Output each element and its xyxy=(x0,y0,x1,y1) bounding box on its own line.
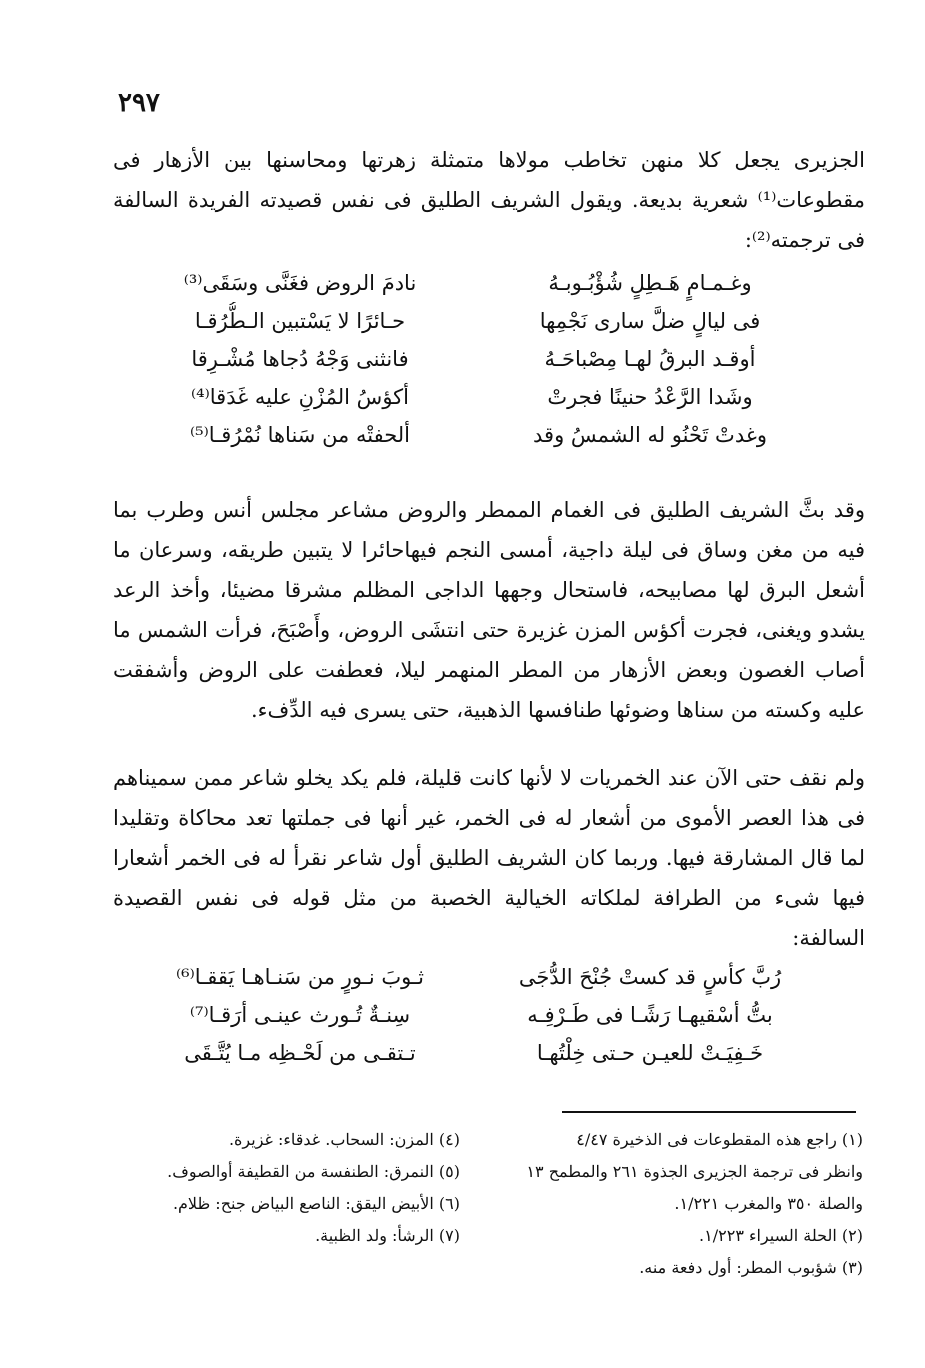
verse-first-hemistich: وشَدا الرَّعْدُ حنينًا فجرتْ xyxy=(547,385,753,409)
verse-second-hemistich: أكؤسُ المُزْنِ عليه غَدَقا⁽⁴⁾ xyxy=(191,385,409,409)
verse-line xyxy=(150,264,800,302)
verse-line xyxy=(150,416,800,454)
verse-second-hemistich: ثـوبَ نـورٍ من سَنـاهـا يَققـا⁽⁶⁾ xyxy=(175,965,425,989)
verse-line xyxy=(150,340,800,378)
footnote-line: (٣) شؤبوب المطر: أول دفعة منه. xyxy=(639,1258,863,1277)
verse-second-hemistich: سِنـةٌ تُـورث عينـى أرَقـا⁽⁷⁾ xyxy=(189,1003,411,1027)
verse-first-hemistich: أوقـد البرقُ لهـا مِصْباحَـهُ xyxy=(544,347,756,371)
verse-first-hemistich: وغدتْ تَحْنُو له الشمسُ وقد xyxy=(533,423,767,447)
intro-paragraph: الجزيرى يجعل كلا منهن تخاطب مولاها متمثلة زهرتها ومحاسنها بين الأزهار فى مقطوعات⁽¹⁾ شعرية بديعة. ويقول الشريف الطليق فى نفس قصيدته الفريدة السالفة فى ترجمته⁽²⁾: xyxy=(113,148,865,252)
verse-line xyxy=(150,958,800,996)
verse-first-hemistich: بتُّ أسْقيهـا رَشًـا فى طَـرْفِـه xyxy=(527,1003,773,1027)
verse-second-hemistich: حـائرًا لا يَسْتبين الـطُّرُقـا xyxy=(194,309,406,333)
verse-first-hemistich: رُبَّ كأسٍ قد كستْ جُنْحَ الدُّجَى xyxy=(518,965,782,989)
verse-line xyxy=(150,378,800,416)
footnote-line: (٧) الرشأ: ولد الظبية. xyxy=(315,1226,460,1245)
verse-first-hemistich: وغـمـامٍ هَـطِلٍ شُؤْبُـوبـهُ xyxy=(548,271,752,295)
verse-second-hemistich: تـتقـى من لَحْـظِه مـا يُتَّـقَى xyxy=(184,1041,416,1065)
poem-2 xyxy=(150,958,800,1072)
footnotes-left-column xyxy=(100,1124,460,1252)
footnote-line: (٤) المزن: السحاب. غدقاء: غزيرة. xyxy=(228,1130,460,1149)
verse-first-hemistich: فى ليالٍ ضلَّ سارى نَجْمِها xyxy=(539,309,761,333)
verse-line xyxy=(150,302,800,340)
verse-second-hemistich: فانثنى وَجْهُ دُجاها مُشْـرِقا xyxy=(191,347,409,371)
footnote-line: والصلة ٣٥٠ والمغرب ١/٢٢١. xyxy=(674,1194,863,1213)
footnote-line: (٢) الحلة السيراء ١/٢٢٣. xyxy=(699,1226,863,1245)
poem-1 xyxy=(150,264,800,454)
body-paragraph-1: وقد بثَّ الشريف الطليق فى الغمام الممطر والروض مشاعر مجلس أنس وطرب بما فيه من مغن وساق فى ليلة داجية، أمسى النجم فيهاحائرا لا يتبين طريقه، وسرعان ما أشعل البرق لها مصابيحه، فاستحال وجهها الداجى المظلم مشرقا مضيئا، وأخذ الرعد يشدو ويغنى، فجرت أكؤس المزن غزيرة حتى انتشَى الروض، وأَصْبَحَ، فرأت الشمس ما أصاب الغصون وبعض الأزهار من المطر المنهمر ليلا، فعطفت على الروض وأشفقت عليه وكسته من سناها وضوئها طنافسها الذهبية، حتى يسرى فيه الدِّفء. xyxy=(113,498,865,722)
footnote-divider xyxy=(562,1111,856,1113)
footnote-line: وانظر فى ترجمة الجزيرى الجذوة ٢٦١ والمطمح ١٣ xyxy=(526,1162,863,1181)
footnotes-right-column xyxy=(526,1124,863,1284)
verse-second-hemistich: نادمَ الروض فغَنَّى وسَقَى⁽³⁾ xyxy=(183,271,417,295)
footnote-line: (٥) النمرق: الطنفسة من القطيفة أوالصوف. xyxy=(167,1162,460,1181)
verse-first-hemistich: خَـفِيَـتْ للعيـن حـتى خِلْتُهـا xyxy=(536,1041,764,1065)
footnote-line: (٦) الأبيض اليقق: الناصع البياض جنح: ظلام. xyxy=(172,1194,460,1213)
verse-line xyxy=(150,996,800,1034)
footnote-line: (١) راجع هذه المقطوعات فى الذخيرة ٤/٤٧ xyxy=(576,1130,863,1149)
body-paragraph-2: ولم نقف حتى الآن عند الخمريات لا لأنها كانت قليلة، فلم يكد يخلو شاعر ممن سميناهم فى هذا العصر الأموى من أشعار له فى الخمر، غير أنها فى جملتها تعد محاكاة وتقليدا لما قال المشارقة فيها. وربما كان الشريف الطليق أول شاعر نقرأ له فى الخمر أشعارا فيها شىء من الطرافة لملكاته الخيالية الخصبة من مثل قوله فى نفس القصيدة السالفة: xyxy=(113,766,865,950)
page-number: ٢٩٧ xyxy=(118,88,160,118)
verse-line xyxy=(150,1034,800,1072)
verse-second-hemistich: ألحفتْه من سَناها نُمْرُقـا⁽⁵⁾ xyxy=(190,423,410,447)
